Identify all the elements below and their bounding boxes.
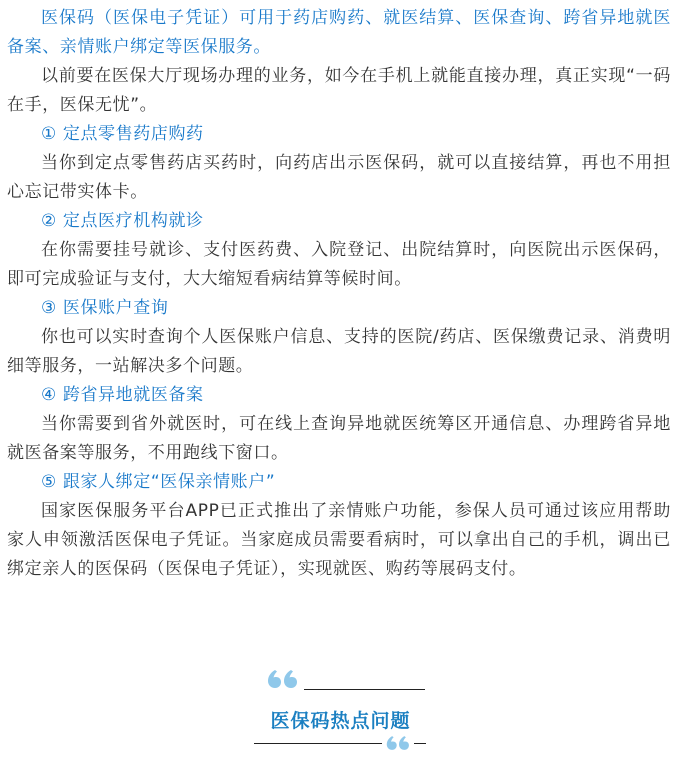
footer-top-decoration	[0, 668, 681, 690]
section-heading-account-query: ③ 医保账户查询	[41, 298, 169, 318]
section-body-family-account: 国家医保服务平台APP已正式推出了亲情账户功能，参保人员可通过该应用帮助家人申领激活医保电子凭证。当家庭成员需要看病时，可以拿出自己的手机，调出已绑定亲人的医保码（医保电子凭证），实现就医、购药等展码支付。	[7, 501, 671, 579]
double-quote-icon	[267, 668, 301, 690]
section-heading-cross-province: ④ 跨省异地就医备案	[41, 385, 204, 405]
section-body-account-query: 你也可以实时查询个人医保账户信息、支持的医院/药店、医保缴费记录、消费明细等服务，一站解决多个问题。	[7, 327, 671, 376]
double-quote-icon	[386, 734, 412, 752]
intro-paragraph	[7, 4, 671, 62]
footer-bottom-line-end	[414, 743, 426, 744]
footer-bottom-decoration	[0, 732, 681, 754]
article-body	[7, 4, 671, 584]
footer-title: 医保码热点问题	[270, 710, 411, 732]
section-heading-hospital: ② 定点医疗机构就诊	[41, 211, 204, 231]
section-body-pharmacy: 当你到定点零售药店买药时，向药店出示医保码，就可以直接结算，再也不用担心忘记带实体卡。	[7, 153, 671, 202]
intro-lead: 医保码（医保电子凭证）可用于药店购药、就医结算、医保查询、跨省异地就医备案、亲情账户绑定等医保服务。	[7, 8, 671, 57]
footer-banner	[0, 662, 681, 759]
footer-bottom-line	[254, 743, 382, 744]
section-body-hospital: 在你需要挂号就诊、支付医药费、入院登记、出院结算时，向医院出示医保码，即可完成验证与支付，大大缩短看病结算等候时间。	[7, 240, 671, 289]
section-heading-pharmacy: ① 定点零售药店购药	[41, 124, 204, 144]
section-heading-family-account: ⑤ 跟家人绑定“医保亲情账户”	[41, 472, 276, 492]
footer-top-line	[304, 689, 425, 690]
intro-paragraph-2: 以前要在医保大厅现场办理的业务，如今在手机上就能直接办理，真正实现“一码在手，医保无忧”。	[7, 66, 671, 115]
section-body-cross-province: 当你需要到省外就医时，可在线上查询异地就医统筹区开通信息、办理跨省异地就医备案等服务，不用跑线下窗口。	[7, 414, 671, 463]
